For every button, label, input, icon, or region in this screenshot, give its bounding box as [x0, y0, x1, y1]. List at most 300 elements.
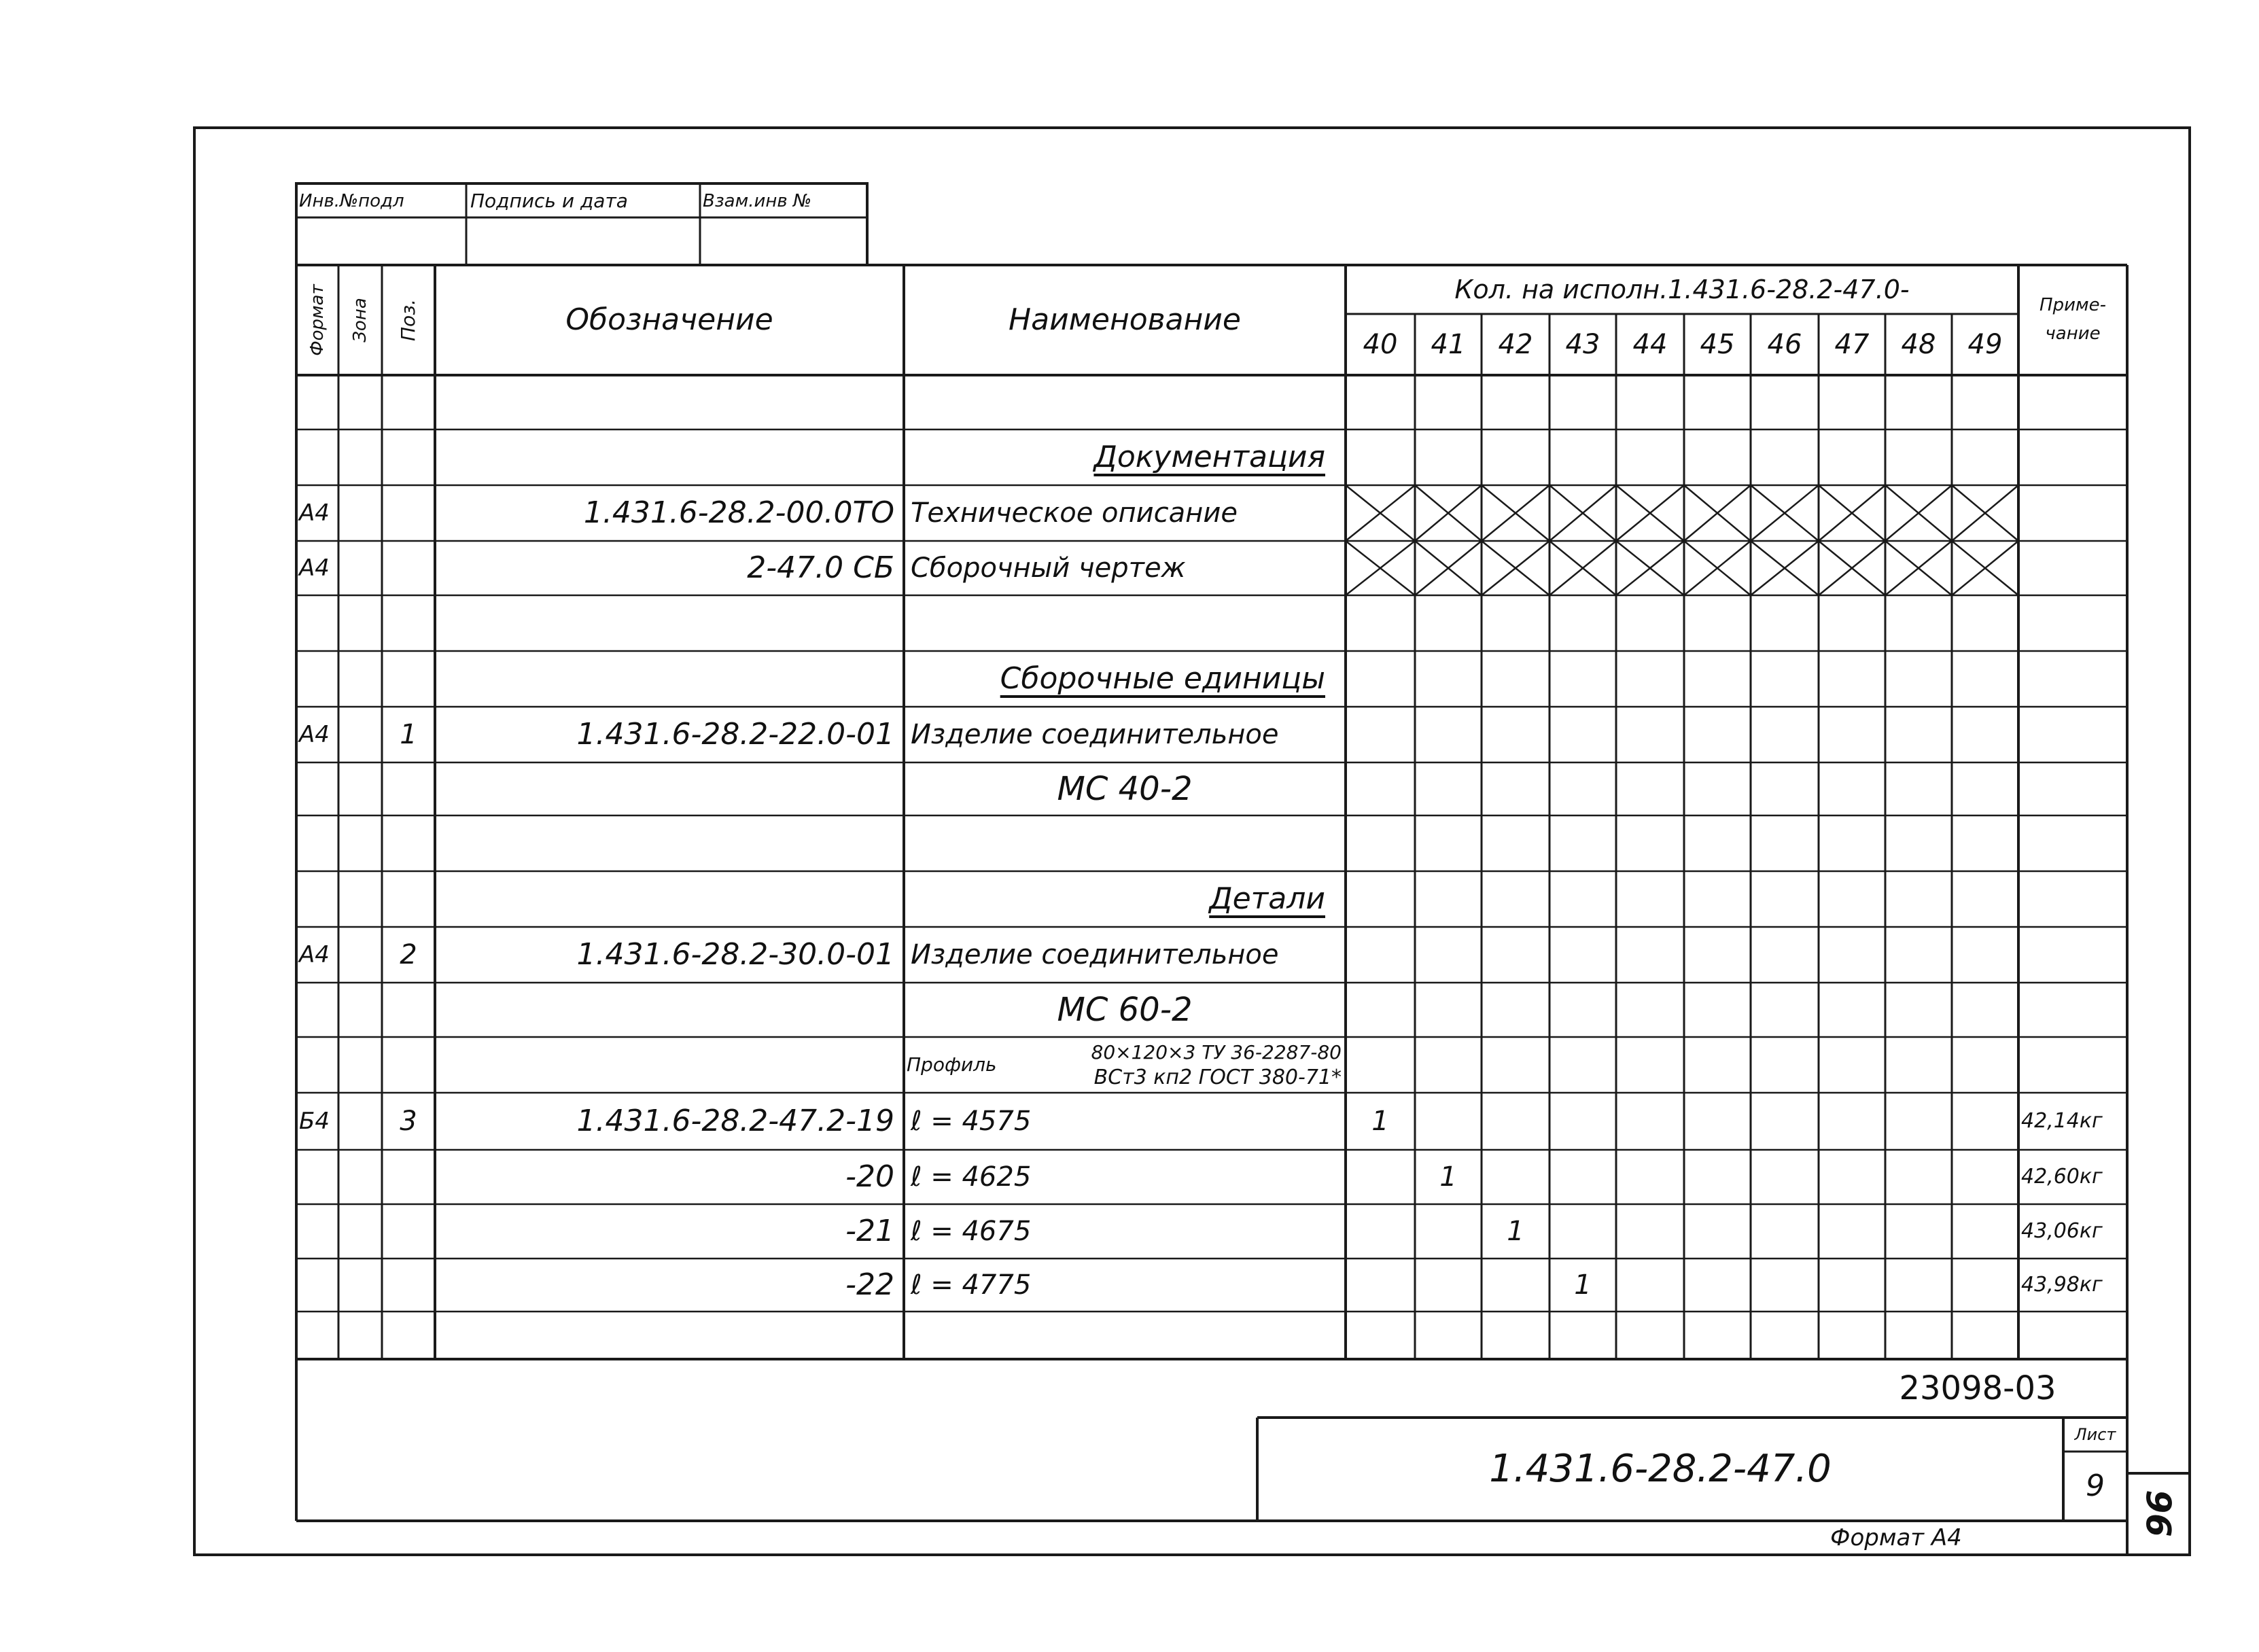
cell-qty: [1684, 651, 1751, 707]
cell-qty: [1684, 983, 1751, 1037]
cell-qty: [1885, 651, 1952, 707]
cell-name: [904, 541, 1346, 595]
variant-col-header: 40: [1363, 329, 1398, 360]
cell-designation: 2-47.0 СБ: [747, 550, 894, 585]
cell-name: [904, 375, 1346, 429]
cell-qty: [1952, 485, 2018, 541]
cell-qty: [1885, 541, 1952, 595]
cell-qty: [1549, 983, 1616, 1037]
cell-name: [904, 983, 1346, 1037]
cell-format: А4: [299, 941, 330, 968]
cell-name: [904, 1093, 1346, 1150]
cell-designation: -22: [845, 1267, 894, 1302]
cell-qty: [1616, 815, 1684, 871]
cell-qty: [1549, 707, 1616, 762]
cell-qty: [1819, 595, 1885, 651]
document-code: 1.431.6-28.2-47.0: [1489, 1447, 1832, 1491]
cell-format: [299, 375, 338, 429]
cell-qty: [1819, 429, 1885, 485]
cell-qty: [1684, 1204, 1751, 1259]
cell-qty: [1819, 1150, 1885, 1204]
cell-note: 43,98кг: [2021, 1273, 2103, 1297]
cell-qty: [1346, 1204, 1415, 1259]
cell-name: [904, 707, 1346, 762]
cell-name: [904, 1204, 1346, 1259]
cell-format: [299, 983, 338, 1037]
cell-format: [299, 1259, 338, 1312]
cell-zona: [338, 815, 382, 871]
cell-qty: [1415, 429, 1482, 485]
cell-qty: [1616, 651, 1684, 707]
cell-qty: [1616, 707, 1684, 762]
cell-qty: [1346, 485, 1415, 541]
cell-note: [2021, 815, 2126, 871]
cell-qty: [1482, 651, 1549, 707]
cell-note: [2021, 927, 2126, 983]
variant-col-header: 49: [1967, 329, 2003, 360]
cell-qty: [1952, 983, 2018, 1037]
variant-col-header: 48: [1901, 329, 1936, 360]
cell-note: 43,06кг: [2021, 1219, 2103, 1243]
cell-name: [904, 595, 1346, 651]
cell-qty: [1885, 1037, 1952, 1093]
cell-name: [904, 871, 1346, 927]
cell-designation: -21: [845, 1214, 894, 1248]
cell-poz: [382, 815, 435, 871]
cell-qty: [1819, 1093, 1885, 1150]
header-zona: Зона: [350, 298, 371, 342]
profile-prefix: Профиль: [907, 1053, 997, 1076]
cell-qty: [1751, 707, 1819, 762]
variant-col-header: 41: [1431, 329, 1466, 360]
cell-qty: [1684, 1037, 1751, 1093]
cell-name: [904, 485, 1346, 541]
cell-qty: [1684, 815, 1751, 871]
cell-qty: [1684, 762, 1751, 815]
cell-designation: [435, 983, 894, 1037]
cell-qty: [1684, 927, 1751, 983]
cell-qty: [1616, 1204, 1684, 1259]
cell-qty: [1684, 375, 1751, 429]
cell-note: [2021, 541, 2126, 595]
header-designation: Обозначение: [565, 302, 773, 337]
cell-qty: [1415, 1259, 1482, 1312]
section-heading: Детали: [1209, 881, 1325, 916]
variant-col-header: 45: [1700, 329, 1735, 360]
cell-qty: [1819, 815, 1885, 871]
cell-qty: [1482, 1150, 1549, 1204]
header-note: Приме-чание: [2039, 295, 2106, 344]
cell-poz: [382, 1150, 435, 1204]
cell-qty: [1415, 485, 1482, 541]
cell-designation: [435, 595, 894, 651]
cell-poz: [382, 429, 435, 485]
cell-qty: [1616, 485, 1684, 541]
cell-qty: [1616, 871, 1684, 927]
cell-qty: [1684, 429, 1751, 485]
cell-qty: [1415, 871, 1482, 927]
cell-qty: [1549, 595, 1616, 651]
cell-note: [2021, 762, 2126, 815]
cell-zona: [338, 651, 382, 707]
cell-qty: [1346, 651, 1415, 707]
cell-qty: [1684, 1093, 1751, 1150]
stamp-inv-podl: Инв.№подл: [299, 191, 404, 211]
cell-qty: [1751, 1259, 1819, 1312]
cell-designation: 1.431.6-28.2-47.2-19: [576, 1104, 894, 1138]
page-number: 96: [2139, 1490, 2178, 1537]
cell-qty: [1549, 1093, 1616, 1150]
cell-poz: [382, 983, 435, 1037]
cell-qty: [1751, 541, 1819, 595]
cell-qty: [1751, 485, 1819, 541]
cell-qty: [1885, 429, 1952, 485]
cell-zona: [338, 541, 382, 595]
cell-qty: [1616, 595, 1684, 651]
header-name: Наименование: [1009, 302, 1241, 337]
cell-qty: [1482, 707, 1549, 762]
cell-qty: [1346, 815, 1415, 871]
cell-designation: 1.431.6-28.2-00.0ТО: [583, 495, 894, 530]
cell-zona: [338, 1037, 382, 1093]
cell-qty: [1616, 429, 1684, 485]
cell-qty: [1952, 1204, 2018, 1259]
cell-poz: [382, 762, 435, 815]
cell-qty: [1346, 541, 1415, 595]
cell-qty: [1751, 815, 1819, 871]
cell-qty: [1885, 927, 1952, 983]
profile-cell: [907, 1037, 1344, 1093]
cell-qty: [1346, 1259, 1415, 1312]
cell-qty: [1684, 1150, 1751, 1204]
cell-designation: 1.431.6-28.2-22.0-01: [576, 717, 894, 752]
cell-qty: [1346, 762, 1415, 815]
cell-qty: [1952, 429, 2018, 485]
cell-qty: [1952, 762, 2018, 815]
cell-name: [904, 651, 1346, 707]
cell-qty: [1751, 762, 1819, 815]
cell-qty: [1751, 927, 1819, 983]
cell-note: [2021, 651, 2126, 707]
variant-col-header: 46: [1767, 329, 1802, 360]
cell-note: [2021, 595, 2126, 651]
cell-qty: [1482, 541, 1549, 595]
cell-qty: [1346, 871, 1415, 927]
cell-qty: [1885, 1093, 1952, 1150]
cell-format: [299, 651, 338, 707]
sheet-number: 9: [2086, 1469, 2105, 1503]
header-qty-group: Кол. на исполн.1.431.6-28.2-47.0-: [1454, 275, 1910, 304]
cell-qty: [1346, 1037, 1415, 1093]
cell-qty: [1751, 595, 1819, 651]
cell-note: [2021, 1037, 2126, 1093]
cell-name-text: Техническое описание: [911, 497, 1238, 529]
cell-qty: [1751, 1093, 1819, 1150]
cell-qty: [1482, 485, 1549, 541]
cell-name-text: МС 40-2: [1057, 770, 1193, 808]
cell-qty: [1346, 429, 1415, 485]
cell-qty: [1751, 651, 1819, 707]
cell-qty: [1415, 983, 1482, 1037]
cell-poz: [382, 871, 435, 927]
cell-qty: [1952, 707, 2018, 762]
cell-qty: [1616, 1259, 1684, 1312]
cell-qty: [1885, 375, 1952, 429]
cell-qty: [1885, 485, 1952, 541]
archive-number: 23098-03: [1899, 1369, 2056, 1407]
cell-designation: [435, 651, 894, 707]
cell-qty: [1549, 762, 1616, 815]
cell-qty: [1482, 762, 1549, 815]
cell-qty: [1482, 595, 1549, 651]
cell-qty: [1616, 1150, 1684, 1204]
cell-name-text: ℓ = 4575: [911, 1106, 1032, 1137]
cell-qty: [1819, 375, 1885, 429]
cell-qty: [1415, 595, 1482, 651]
cell-designation: -20: [845, 1159, 894, 1194]
cell-qty: [1819, 651, 1885, 707]
cell-format: [299, 871, 338, 927]
cell-qty: [1549, 927, 1616, 983]
cell-format: А4: [299, 721, 330, 748]
cell-qty: [1415, 762, 1482, 815]
cell-format: [299, 429, 338, 485]
cell-qty: [1751, 375, 1819, 429]
cell-qty: [1819, 1037, 1885, 1093]
cell-qty: [1482, 429, 1549, 485]
cell-qty: [1952, 815, 2018, 871]
cell-name-text: Сборочный чертеж: [911, 552, 1186, 584]
variant-col-header: 44: [1632, 329, 1668, 360]
cell-name-text: ℓ = 4625: [911, 1161, 1032, 1193]
cell-qty: [1751, 1150, 1819, 1204]
cell-qty: [1415, 1037, 1482, 1093]
cell-qty: [1549, 485, 1616, 541]
section-heading: Документация: [1093, 440, 1325, 474]
profile-top: 80×120×3 ТУ 36-2287-80: [1091, 1040, 1342, 1064]
cell-qty: [1482, 1037, 1549, 1093]
cell-qty: [1482, 815, 1549, 871]
cell-qty: [1819, 541, 1885, 595]
cell-qty: [1751, 1037, 1819, 1093]
cell-zona: [338, 595, 382, 651]
cell-qty: [1684, 595, 1751, 651]
cell-qty: [1346, 983, 1415, 1037]
cell-qty: [1549, 871, 1616, 927]
cell-name-text: МС 60-2: [1057, 991, 1193, 1029]
cell-zona: [338, 983, 382, 1037]
cell-zona: [338, 1259, 382, 1312]
cell-format: [299, 1037, 338, 1093]
cell-poz: [382, 485, 435, 541]
cell-qty: [1482, 1259, 1549, 1312]
cell-qty: [1549, 375, 1616, 429]
cell-qty: [1616, 762, 1684, 815]
cell-zona: [338, 1150, 382, 1204]
cell-poz: [382, 595, 435, 651]
stamp-podpis-data: Подпись и дата: [470, 190, 628, 212]
cell-qty: [1885, 1204, 1952, 1259]
cell-qty: [1952, 927, 2018, 983]
cell-qty: [1482, 871, 1549, 927]
cell-poz: [382, 1037, 435, 1093]
cell-qty: [1346, 707, 1415, 762]
cell-zona: [338, 429, 382, 485]
cell-qty: [1819, 485, 1885, 541]
cell-qty: [1952, 651, 2018, 707]
variant-col-header: 47: [1834, 329, 1870, 360]
cell-qty: [1819, 927, 1885, 983]
cell-format: [299, 762, 338, 815]
cell-zona: [338, 375, 382, 429]
cell-note: [2021, 375, 2126, 429]
cell-qty: 1: [1371, 1106, 1389, 1137]
cell-qty: [1549, 429, 1616, 485]
cell-designation: [435, 762, 894, 815]
cell-qty: [1346, 927, 1415, 983]
cell-qty: [1482, 375, 1549, 429]
cell-format: А4: [299, 555, 330, 582]
variant-col-header: 42: [1498, 329, 1533, 360]
cell-name: [904, 1150, 1346, 1204]
cell-qty: 1: [1439, 1161, 1457, 1193]
cell-name: [904, 429, 1346, 485]
cell-qty: [1482, 1093, 1549, 1150]
cell-qty: [1346, 1150, 1415, 1204]
cell-qty: [1819, 1259, 1885, 1312]
cell-name: [904, 762, 1346, 815]
cell-qty: 1: [1507, 1216, 1524, 1247]
cell-zona: [338, 485, 382, 541]
cell-qty: [1751, 983, 1819, 1037]
cell-zona: [338, 1093, 382, 1150]
cell-qty: [1415, 651, 1482, 707]
cell-qty: [1549, 1204, 1616, 1259]
cell-note: [2021, 983, 2126, 1037]
cell-qty: [1415, 815, 1482, 871]
cell-poz: 1: [400, 719, 417, 750]
cell-format: [299, 815, 338, 871]
cell-zona: [338, 707, 382, 762]
cell-qty: [1616, 1037, 1684, 1093]
cell-poz: [382, 541, 435, 595]
cell-qty: [1482, 983, 1549, 1037]
cell-qty: [1952, 1150, 2018, 1204]
cell-note: 42,14кг: [2021, 1109, 2103, 1133]
cell-designation: [435, 871, 894, 927]
cell-qty: [1549, 541, 1616, 595]
cell-qty: [1616, 927, 1684, 983]
cell-qty: [1684, 541, 1751, 595]
cell-qty: [1549, 1037, 1616, 1093]
cell-note: [2021, 485, 2126, 541]
cell-qty: [1482, 927, 1549, 983]
cell-zona: [338, 927, 382, 983]
cell-qty: [1885, 1150, 1952, 1204]
cell-qty: [1952, 871, 2018, 927]
header-format: Формат: [307, 284, 328, 356]
cell-note: [2021, 707, 2126, 762]
cell-poz: [382, 375, 435, 429]
cell-note: [2021, 429, 2126, 485]
cell-qty: [1415, 375, 1482, 429]
cell-qty: [1952, 1037, 2018, 1093]
cell-qty: [1885, 762, 1952, 815]
cell-name-text: Изделие соединительное: [911, 939, 1279, 970]
cell-note: 42,60кг: [2021, 1165, 2103, 1189]
cell-designation: 1.431.6-28.2-30.0-01: [576, 937, 894, 972]
cell-qty: 1: [1574, 1269, 1592, 1301]
cell-qty: [1819, 707, 1885, 762]
cell-note: [2021, 871, 2126, 927]
cell-qty: [1684, 871, 1751, 927]
cell-qty: [1819, 871, 1885, 927]
cell-designation: [435, 1037, 894, 1093]
cell-qty: [1684, 707, 1751, 762]
cell-qty: [1952, 375, 2018, 429]
cell-qty: [1415, 1093, 1482, 1150]
cell-qty: [1549, 651, 1616, 707]
cell-designation: [435, 815, 894, 871]
section-heading: Сборочные единицы: [1000, 661, 1325, 696]
cell-format: [299, 1150, 338, 1204]
stamp-vzam-inv: Взам.инв №: [703, 191, 811, 211]
cell-qty: [1616, 983, 1684, 1037]
cell-qty: [1952, 1093, 2018, 1150]
cell-poz: 3: [400, 1106, 417, 1137]
cell-qty: [1684, 485, 1751, 541]
cell-qty: [1549, 1150, 1616, 1204]
cell-qty: [1751, 429, 1819, 485]
cell-qty: [1616, 541, 1684, 595]
cell-qty: [1885, 707, 1952, 762]
cell-qty: [1415, 707, 1482, 762]
cell-name: [904, 927, 1346, 983]
cell-poz: [382, 1204, 435, 1259]
cell-name-text: ℓ = 4675: [911, 1216, 1032, 1247]
cell-designation: [435, 429, 894, 485]
cell-qty: [1952, 595, 2018, 651]
cell-qty: [1819, 762, 1885, 815]
cell-qty: [1415, 1204, 1482, 1259]
cell-designation: [435, 375, 894, 429]
cell-zona: [338, 871, 382, 927]
variant-col-header: 43: [1565, 329, 1600, 360]
cell-zona: [338, 762, 382, 815]
cell-qty: [1549, 815, 1616, 871]
cell-qty: [1885, 1259, 1952, 1312]
cell-format: Б4: [299, 1108, 330, 1135]
cell-format: [299, 1204, 338, 1259]
cell-poz: [382, 651, 435, 707]
cell-qty: [1952, 1259, 2018, 1312]
cell-qty: [1616, 375, 1684, 429]
cell-name: [904, 1259, 1346, 1312]
cell-qty: [1751, 1204, 1819, 1259]
profile-bottom: ВСт3 кп2 ГОСТ 380-71*: [1093, 1065, 1342, 1089]
cell-format: А4: [299, 499, 330, 527]
cell-qty: [1885, 595, 1952, 651]
cell-poz: 2: [400, 939, 417, 970]
cell-qty: [1819, 1204, 1885, 1259]
cell-qty: [1346, 595, 1415, 651]
format-label: Формат А4: [1830, 1524, 1962, 1551]
cell-poz: [382, 1259, 435, 1312]
cell-name-text: Изделие соединительное: [911, 719, 1279, 750]
sheet-label: Лист: [2074, 1425, 2116, 1444]
cell-qty: [1885, 815, 1952, 871]
cell-qty: [1346, 375, 1415, 429]
